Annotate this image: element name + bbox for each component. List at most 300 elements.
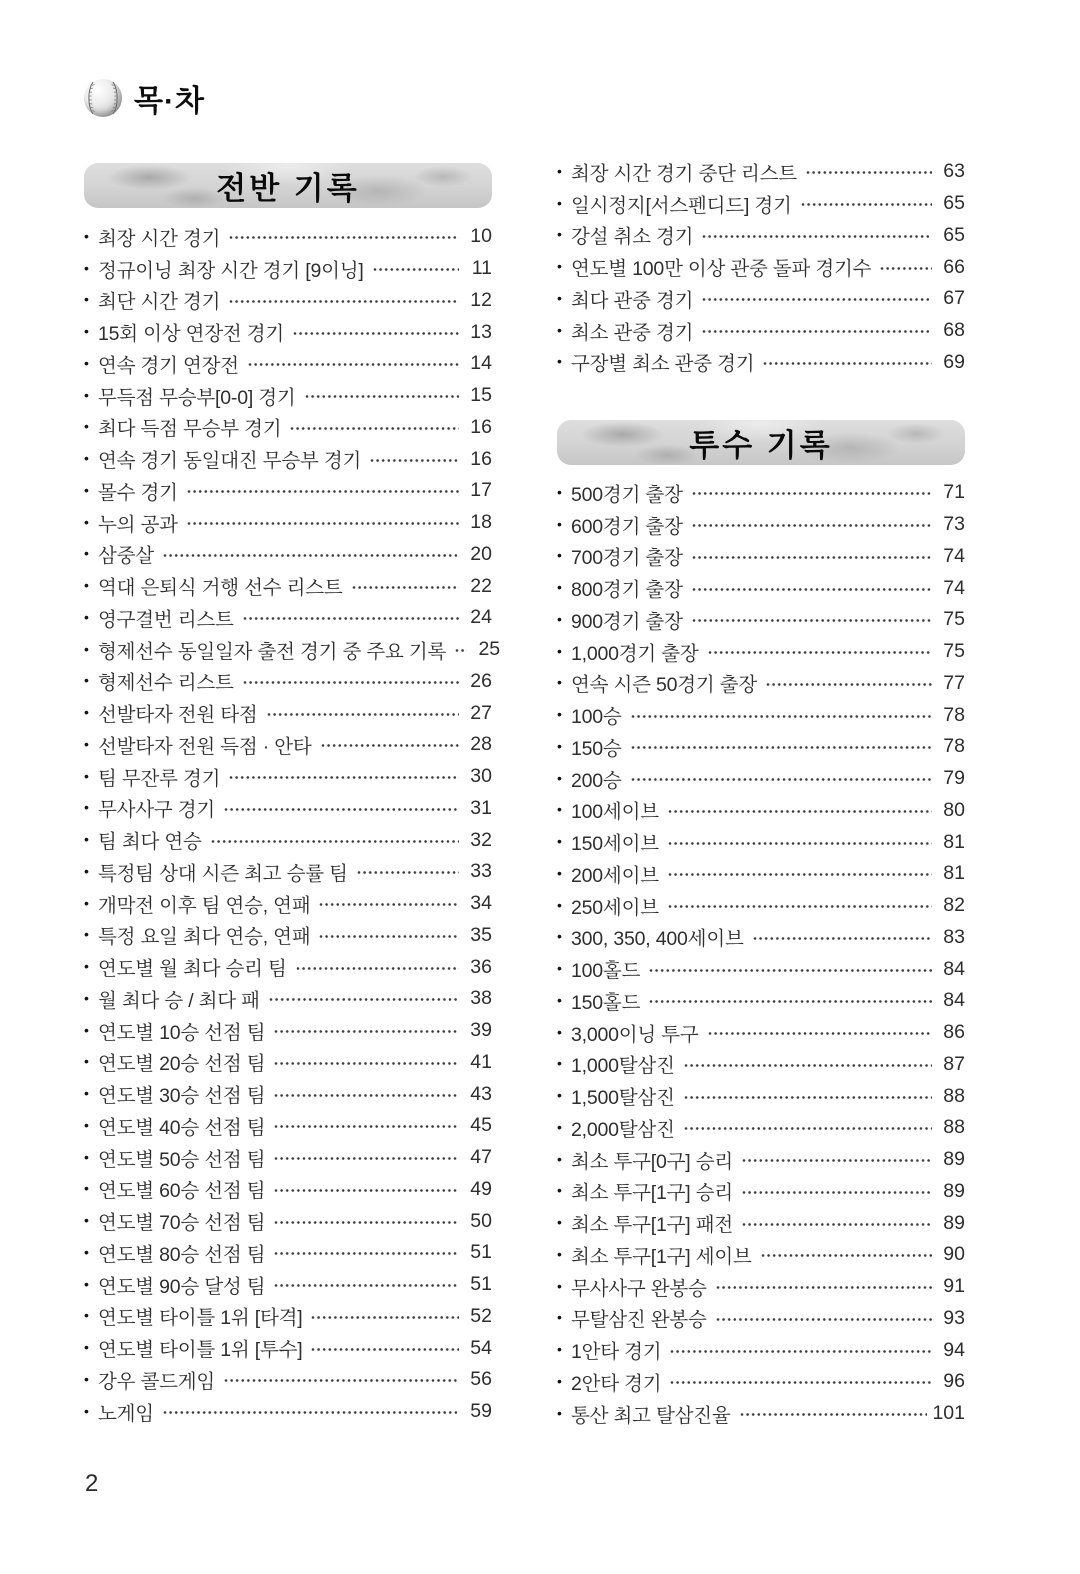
toc-entry-page: 26: [470, 669, 492, 692]
toc-entry-label: 연도별 80승 선점 팀: [98, 1243, 266, 1266]
toc-entry-label: 선발타자 전원 타점: [98, 704, 258, 727]
toc-entry: [557, 731, 965, 763]
toc-entry: [84, 634, 501, 666]
bullet-icon: •: [557, 991, 562, 1008]
bullet-icon: •: [557, 483, 562, 500]
bullet-icon: •: [557, 1372, 562, 1389]
bullet-icon: •: [84, 1116, 89, 1133]
dot-leader: [274, 1250, 459, 1257]
bullet-icon: •: [84, 450, 89, 467]
toc-entry: [84, 1174, 492, 1206]
dot-leader: [668, 871, 932, 878]
toc-entry: [557, 1080, 965, 1112]
toc-entry: [84, 761, 492, 793]
toc-entry-page: 43: [470, 1082, 492, 1105]
toc-entry: [84, 729, 492, 761]
dot-leader: [319, 901, 459, 908]
toc-entry: [557, 1303, 965, 1335]
dot-leader: [668, 840, 932, 847]
toc-entry-label: 노게임: [98, 1402, 154, 1425]
bullet-icon: •: [557, 769, 562, 786]
bullet-icon: •: [84, 831, 89, 848]
toc-entry-label: 최소 투구[0구] 승리: [571, 1150, 733, 1173]
toc-entry: [557, 636, 965, 668]
toc-entry: [84, 1047, 492, 1079]
toc-entry-page: 13: [470, 320, 492, 343]
toc-entry-page: 30: [470, 765, 492, 788]
dot-leader: [274, 1060, 459, 1067]
toc-entry-label: 삼중살: [98, 545, 154, 568]
dot-leader: [373, 266, 459, 273]
bullet-icon: •: [84, 259, 89, 276]
dot-leader: [692, 554, 932, 561]
toc-entry-label: 강설 취소 경기: [571, 226, 694, 249]
toc-entry-page: 65: [943, 192, 965, 215]
toc-entry: [557, 1207, 965, 1239]
dot-leader: [224, 1377, 459, 1384]
toc-entry-label: 150세이브: [571, 833, 659, 856]
toc-entry: [84, 1142, 492, 1174]
toc-entry: [84, 1205, 492, 1237]
bullet-icon: •: [557, 896, 562, 913]
bullet-icon: •: [557, 960, 562, 977]
dot-leader: [806, 169, 932, 176]
toc-entry-label: 최다 득점 무승부 경기: [98, 418, 282, 441]
toc-entry-page: 52: [470, 1304, 492, 1327]
toc-entry: [84, 221, 492, 253]
dot-leader: [716, 1316, 932, 1323]
toc-entry-page: 93: [943, 1306, 965, 1329]
bullet-icon: •: [557, 706, 562, 723]
dot-leader: [684, 1125, 932, 1132]
toc-entry-page: 75: [943, 640, 965, 663]
toc-entry-page: 35: [470, 923, 492, 946]
toc-entry-page: 45: [470, 1114, 492, 1137]
bullet-icon: •: [84, 1370, 89, 1387]
dot-leader: [880, 265, 932, 272]
bullet-icon: •: [557, 1023, 562, 1040]
toc-entry: [557, 572, 965, 604]
toc-entry-label: 800경기 출장: [571, 579, 683, 602]
toc-entry-label: 3,000이닝 투구: [571, 1023, 699, 1046]
toc-entry-label: 특정팀 상대 시즌 최고 승률 팀: [98, 862, 348, 885]
toc-entry-page: 63: [943, 160, 965, 183]
dot-leader: [692, 617, 932, 624]
toc-entry-page: 74: [943, 544, 965, 567]
toc-entry: [557, 985, 965, 1017]
bullet-icon: •: [84, 1085, 89, 1102]
toc-entry-label: 100세이브: [571, 801, 659, 824]
dot-leader: [742, 1221, 932, 1228]
dot-leader: [631, 713, 932, 720]
toc-entry-label: 무탈삼진 완봉승: [571, 1309, 707, 1332]
bullet-icon: •: [84, 1402, 89, 1419]
toc-entry-page: 33: [470, 860, 492, 883]
toc-entry: [557, 1366, 965, 1398]
toc-entry: [557, 1398, 965, 1430]
toc-entry: [84, 412, 492, 444]
toc-entry-label: 250세이브: [571, 896, 659, 919]
toc-entry-page: 20: [470, 542, 492, 565]
dot-leader: [352, 584, 459, 591]
toc-entry: [84, 475, 492, 507]
toc-entry: [84, 824, 492, 856]
dot-leader: [305, 393, 459, 400]
toc-entry-label: 최소 투구[1구] 세이브: [571, 1245, 752, 1268]
toc-entry-page: 49: [470, 1177, 492, 1200]
dot-leader: [274, 1092, 459, 1099]
toc-entry: [84, 1396, 492, 1428]
dot-leader: [229, 774, 459, 781]
toc-entry: [557, 1144, 965, 1176]
page-number: 2: [85, 1470, 99, 1497]
toc-entry: [557, 541, 965, 573]
toc-entry-label: 최단 시간 경기: [98, 291, 221, 314]
toc-entry: [557, 953, 965, 985]
bullet-icon: •: [557, 801, 562, 818]
toc-entry: [84, 920, 492, 952]
toc-entry: [84, 285, 492, 317]
toc-entry: [557, 795, 965, 827]
dot-leader: [670, 1348, 932, 1355]
toc-entry: [84, 570, 492, 602]
toc-entry: [84, 507, 492, 539]
toc-entry-page: 94: [943, 1338, 965, 1361]
toc-entry-page: 17: [470, 479, 492, 502]
toc-entry-page: 75: [943, 608, 965, 631]
toc-entry-label: 통산 최고 탈삼진율: [571, 1404, 731, 1427]
dot-leader: [319, 933, 459, 940]
bullet-icon: •: [84, 513, 89, 530]
dot-leader: [274, 1282, 459, 1289]
toc-entry-label: 1,000경기 출장: [571, 642, 699, 665]
dot-leader: [708, 1030, 932, 1037]
bullet-icon: •: [557, 162, 562, 179]
toc-entry-label: 월 최다 승 / 최다 패: [98, 989, 260, 1012]
toc-entry-page: 101: [932, 1402, 965, 1425]
toc-entry-label: 연도별 타이틀 1위 [타격]: [98, 1307, 303, 1330]
toc-entry-page: 68: [943, 319, 965, 342]
toc-entry-label: 특정 요일 최다 연승, 연패: [98, 926, 311, 949]
toc-entry-page: 90: [943, 1243, 965, 1266]
dot-leader: [296, 965, 459, 972]
bullet-icon: •: [557, 579, 562, 596]
bullet-icon: •: [84, 1053, 89, 1070]
toc-entry-page: 56: [470, 1368, 492, 1391]
toc-entry-label: 500경기 출장: [571, 483, 683, 506]
toc-entry-label: 최소 투구[1구] 승리: [571, 1182, 733, 1205]
toc-entry: [557, 604, 965, 636]
toc-entry: [557, 1017, 965, 1049]
toc-entry-label: 역대 은퇴식 거행 선수 리스트: [98, 577, 343, 600]
toc-entry-label: 2안타 경기: [571, 1372, 662, 1395]
toc-entry: [84, 856, 492, 888]
dot-leader: [311, 1314, 459, 1321]
toc-entry-page: 89: [943, 1179, 965, 1202]
dot-leader: [702, 328, 932, 335]
toc-entry-page: 38: [470, 987, 492, 1010]
bullet-icon: •: [84, 767, 89, 784]
dot-leader: [668, 903, 932, 910]
bullet-icon: •: [557, 1214, 562, 1231]
toc-entry-label: 100승: [571, 706, 622, 729]
toc-entry-label: 1,000탈삼진: [571, 1055, 675, 1078]
toc-entry-label: 무사사구 경기: [98, 799, 216, 822]
dot-leader: [274, 1123, 459, 1130]
toc-entry: [557, 1271, 965, 1303]
toc-entry: [84, 602, 492, 634]
bullet-icon: •: [84, 1180, 89, 1197]
toc-entry: [557, 347, 965, 379]
toc-entry: [557, 156, 965, 188]
toc-entry-label: 최소 관중 경기: [571, 321, 694, 344]
dot-leader: [766, 681, 932, 688]
dot-leader: [631, 744, 932, 751]
toc-entry: [557, 699, 965, 731]
toc-entry-page: 15: [470, 384, 492, 407]
toc-entry-label: 개막전 이후 팀 연승, 연패: [98, 894, 311, 917]
toc-entry: [557, 826, 965, 858]
bullet-icon: •: [84, 704, 89, 721]
bullet-icon: •: [557, 1087, 562, 1104]
dot-leader: [455, 647, 467, 654]
baseball-icon: [84, 79, 122, 117]
bullet-icon: •: [557, 547, 562, 564]
dot-leader: [692, 522, 932, 529]
toc-entry: [557, 763, 965, 795]
toc-entry-page: 24: [470, 606, 492, 629]
section-title: 전반 기록: [216, 171, 360, 206]
toc-entry-label: 연도별 50승 선점 팀: [98, 1148, 266, 1171]
toc-entry: [557, 890, 965, 922]
bullet-icon: •: [557, 833, 562, 850]
bullet-icon: •: [557, 1341, 562, 1358]
bullet-icon: •: [84, 386, 89, 403]
toc-entry-label: 연도별 40승 선점 팀: [98, 1116, 266, 1139]
dot-leader: [684, 1062, 932, 1069]
toc-entry-page: 51: [470, 1241, 492, 1264]
toc-entry-page: 25: [478, 638, 501, 661]
toc-entry-page: 67: [943, 287, 965, 310]
toc-entry: [84, 1269, 492, 1301]
toc-entry-page: 79: [943, 767, 965, 790]
toc-entry-label: 정규이닝 최장 시간 경기 [9이닝]: [98, 259, 364, 282]
toc-entry-page: 78: [943, 735, 965, 758]
bullet-icon: •: [557, 928, 562, 945]
toc-entry-page: 91: [943, 1275, 965, 1298]
toc-entry-label: 연도별 타이틀 1위 [투수]: [98, 1339, 303, 1362]
bullet-icon: •: [84, 640, 89, 657]
dot-leader: [274, 1187, 459, 1194]
toc-entry: [557, 188, 965, 220]
toc-entry-page: 59: [470, 1400, 492, 1423]
toc-entry-page: 88: [943, 1084, 965, 1107]
toc-entry: [557, 922, 965, 954]
toc-entry-page: 69: [943, 350, 965, 373]
toc-entry-page: 74: [943, 576, 965, 599]
toc-entry: [557, 283, 965, 315]
toc-entry: [84, 1237, 492, 1269]
bullet-icon: •: [84, 1275, 89, 1292]
toc-entry-label: 1,500탈삼진: [571, 1087, 675, 1110]
toc-entry-label: 연속 시즌 50경기 출장: [571, 674, 758, 697]
toc-entry: [84, 1015, 492, 1047]
bullet-icon: •: [557, 226, 562, 243]
toc-entry-page: 54: [470, 1336, 492, 1359]
dot-leader: [702, 233, 932, 240]
toc-entry-page: 36: [470, 955, 492, 978]
toc-entry-label: 100홀드: [571, 960, 641, 983]
bullet-icon: •: [557, 1150, 562, 1167]
toc-entry-page: 39: [470, 1019, 492, 1042]
bullet-icon: •: [557, 737, 562, 754]
dot-leader: [761, 1252, 932, 1259]
toc-entry: [557, 1334, 965, 1366]
toc-entry-label: 연도별 월 최다 승리 팀: [98, 958, 287, 981]
dot-leader: [163, 552, 459, 559]
bullet-icon: •: [557, 642, 562, 659]
toc-entry-label: 선발타자 전원 득점 · 안타: [98, 735, 312, 758]
toc-entry-page: 71: [943, 481, 965, 504]
toc-entry-page: 11: [471, 257, 492, 280]
dot-leader: [274, 1028, 459, 1035]
bullet-icon: •: [84, 1243, 89, 1260]
bullet-icon: •: [557, 1245, 562, 1262]
toc-entry-label: 300, 350, 400세이브: [571, 928, 744, 951]
toc-entry-page: 65: [943, 223, 965, 246]
dot-leader: [801, 201, 932, 208]
toc-entry-page: 89: [943, 1148, 965, 1171]
toc-entry: [84, 951, 492, 983]
toc-entry: [84, 539, 492, 571]
toc-entry-label: 150홀드: [571, 991, 641, 1014]
toc-entry-label: 900경기 출장: [571, 610, 683, 633]
bullet-icon: •: [84, 1021, 89, 1038]
bullet-icon: •: [84, 1148, 89, 1165]
toc-entry: [84, 1301, 492, 1333]
dot-leader: [649, 998, 932, 1005]
toc-entry-label: 몰수 경기: [98, 481, 178, 504]
bullet-icon: •: [557, 515, 562, 532]
bullet-icon: •: [557, 1277, 562, 1294]
toc-entry-label: 200승: [571, 769, 622, 792]
toc-entry: [557, 1049, 965, 1081]
dot-leader: [224, 806, 459, 813]
bullet-icon: •: [557, 321, 562, 338]
dot-leader: [742, 1157, 932, 1164]
bullet-icon: •: [557, 1118, 562, 1135]
toc-entry-label: 15회 이상 연장전 경기: [98, 323, 285, 346]
toc-entry-label: 2,000탈삼진: [571, 1118, 675, 1141]
dot-leader: [243, 679, 459, 686]
bullet-icon: •: [557, 1182, 562, 1199]
dot-leader: [321, 742, 459, 749]
toc-entry-label: 무득점 무승부[0-0] 경기: [98, 386, 296, 409]
section-header-pitcher-records: [557, 420, 965, 465]
bullet-icon: •: [84, 862, 89, 879]
toc-entry-page: 78: [943, 703, 965, 726]
toc-entry-label: 최다 관중 경기: [571, 289, 694, 312]
toc-entry: [84, 316, 492, 348]
toc-list-general-part1: [84, 221, 501, 1428]
dot-leader: [290, 425, 459, 432]
toc-entry-label: 700경기 출장: [571, 547, 683, 570]
toc-entry-page: 34: [470, 892, 492, 915]
toc-entry: [557, 477, 965, 509]
toc-entry: [84, 1332, 492, 1364]
toc-entry-page: 50: [470, 1209, 492, 1232]
dot-leader: [753, 935, 932, 942]
bullet-icon: •: [557, 674, 562, 691]
toc-entry-page: 41: [470, 1050, 492, 1073]
toc-entry: [84, 253, 492, 285]
bullet-icon: •: [84, 577, 89, 594]
page-header: [84, 76, 205, 120]
toc-entry: [557, 1239, 965, 1271]
bullet-icon: •: [84, 354, 89, 371]
bullet-icon: •: [84, 672, 89, 689]
bullet-icon: •: [557, 194, 562, 211]
toc-entry: [557, 858, 965, 890]
toc-entry-label: 팀 무잔루 경기: [98, 767, 221, 790]
dot-leader: [763, 360, 932, 367]
toc-entry-page: 22: [470, 574, 492, 597]
dot-leader: [692, 490, 932, 497]
dot-leader: [311, 1346, 459, 1353]
toc-entry: [84, 697, 492, 729]
toc-entry-label: 600경기 출장: [571, 515, 683, 538]
dot-leader: [708, 649, 932, 656]
bullet-icon: •: [84, 291, 89, 308]
dot-leader: [229, 298, 459, 305]
dot-leader: [742, 1189, 932, 1196]
dot-leader: [274, 1219, 459, 1226]
toc-entry-page: 83: [943, 925, 965, 948]
toc-entry-page: 10: [470, 225, 492, 248]
toc-entry-page: 77: [943, 671, 965, 694]
bullet-icon: •: [84, 894, 89, 911]
dot-leader: [187, 488, 459, 495]
section-header-general-records: [84, 163, 492, 208]
dot-leader: [357, 869, 459, 876]
toc-entry-page: 73: [943, 513, 965, 536]
toc-entry-page: 86: [943, 1021, 965, 1044]
bullet-icon: •: [84, 735, 89, 752]
toc-entry-page: 88: [943, 1116, 965, 1139]
bullet-icon: •: [84, 958, 89, 975]
toc-entry: [557, 220, 965, 252]
toc-entry-label: 최소 투구[1구] 패전: [571, 1214, 733, 1237]
bullet-icon: •: [84, 608, 89, 625]
toc-entry-page: 31: [470, 796, 492, 819]
toc-entry-label: 연도별 60승 선점 팀: [98, 1180, 266, 1203]
dot-leader: [293, 330, 459, 337]
section-title: 투수 기록: [689, 428, 833, 463]
dot-leader: [274, 1155, 459, 1162]
toc-entry-label: 연도별 30승 선점 팀: [98, 1085, 266, 1108]
bullet-icon: •: [557, 1055, 562, 1072]
toc-entry-page: 89: [943, 1211, 965, 1234]
toc-entry-label: 형제선수 동일일자 출전 경기 중 주요 기록: [98, 640, 447, 663]
toc-entry-label: 최장 시간 경기: [98, 227, 221, 250]
toc-entry-page: 14: [470, 352, 492, 375]
toc-entry: [84, 380, 492, 412]
toc-entry: [557, 251, 965, 283]
toc-entry: [84, 1110, 492, 1142]
dot-leader: [370, 457, 459, 464]
dot-leader: [716, 1284, 932, 1291]
toc-entry-label: 연도별 10승 선점 팀: [98, 1021, 266, 1044]
